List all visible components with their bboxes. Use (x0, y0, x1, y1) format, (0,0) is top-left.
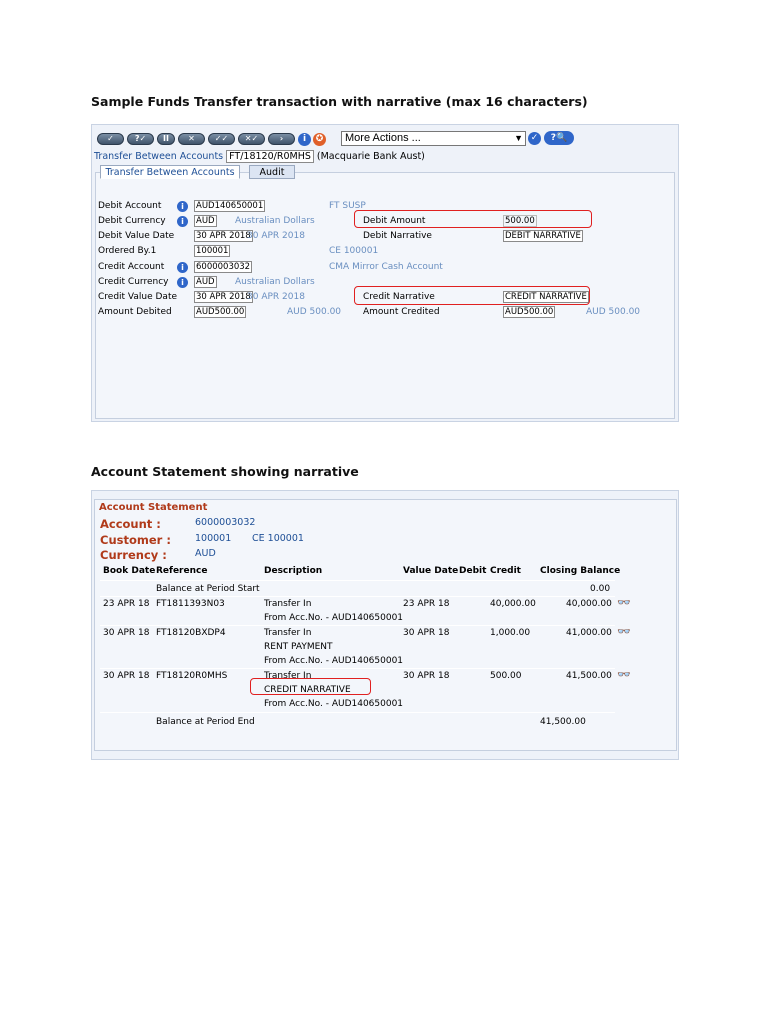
row3-value-date: 30 APR 18 (403, 671, 450, 681)
row2-value-date: 30 APR 18 (403, 628, 450, 638)
opening-balance-label: Balance at Period Start (156, 584, 260, 594)
customer-label: Customer : (100, 533, 171, 547)
row3-description: Transfer In (264, 671, 312, 681)
row1-value-date: 23 APR 18 (403, 599, 450, 609)
account-value: 6000003032 (195, 517, 256, 528)
transaction-title: Transfer Between Accounts (94, 151, 224, 162)
tab-transfer-between-accounts[interactable]: Transfer Between Accounts (100, 165, 240, 179)
help-button[interactable]: ?🔍 (544, 131, 574, 145)
credit-account-field[interactable]: 6000003032 (196, 262, 251, 272)
row1-balance: 40,000.00 (566, 599, 612, 609)
ordered-by-label: Ordered By.1 (98, 246, 157, 256)
credit-value-date-enrichment: 30 APR 2018 (247, 292, 305, 302)
binoculars-icon[interactable]: 👓 (617, 668, 631, 681)
row1-description: Transfer In (264, 599, 312, 609)
section-heading-statement: Account Statement showing narrative (91, 464, 359, 479)
customer-name: CE 100001 (252, 533, 304, 544)
more-actions-select[interactable] (341, 131, 526, 146)
debit-narrative-field[interactable]: DEBIT NARRATIVE (505, 231, 581, 241)
row2-book-date: 30 APR 18 (103, 628, 150, 638)
row3-credit: 500.00 (490, 671, 522, 681)
col-reference: Reference (156, 566, 208, 576)
amount-credited-enrichment: AUD 500.00 (586, 307, 641, 317)
validate-button[interactable]: ?✓ (127, 133, 154, 145)
row2-credit: 1,000.00 (490, 628, 531, 638)
credit-narrative-field[interactable]: CREDIT NARRATIVE (505, 292, 587, 302)
credit-value-date-field[interactable]: 30 APR 2018 (196, 292, 251, 302)
debit-amount-field[interactable]: 500.00 (505, 216, 535, 226)
commit-button[interactable]: ✓ (97, 133, 124, 145)
row-divider (100, 596, 615, 597)
delete-button[interactable]: ✕ (178, 133, 205, 145)
account-label: Account : (100, 517, 161, 531)
authorise-button[interactable]: ✓✓ (208, 133, 235, 145)
row3-balance: 41,500.00 (566, 671, 612, 681)
amount-debited-enrichment: AUD 500.00 (287, 307, 342, 317)
col-credit: Credit (490, 566, 521, 576)
bank-name: (Macquarie Bank Aust) (316, 151, 425, 162)
info-icon[interactable]: i (177, 216, 188, 227)
col-description: Description (264, 566, 323, 576)
transaction-screen (91, 124, 679, 422)
row2-balance: 41,000.00 (566, 628, 612, 638)
row1-credit: 40,000.00 (490, 599, 536, 609)
transaction-title-bar (94, 151, 425, 162)
lifebuoy-icon[interactable]: ✪ (313, 133, 326, 146)
amount-credited-field[interactable]: AUD500.00 (505, 307, 554, 317)
amount-debited-field[interactable]: AUD500.00 (196, 307, 245, 317)
section-heading-transaction: Sample Funds Transfer transaction with narrative (max 16 characters) (91, 94, 588, 109)
currency-label: Currency : (100, 548, 167, 562)
debit-value-date-label: Debit Value Date (98, 231, 175, 241)
row3-book-date: 30 APR 18 (103, 671, 150, 681)
more-actions-value: More Actions ... (345, 132, 421, 144)
credit-value-date-label: Credit Value Date (98, 292, 178, 302)
debit-value-date-enrichment: 30 APR 2018 (247, 231, 305, 241)
credit-currency-label: Credit Currency (98, 277, 169, 287)
tab-audit[interactable]: Audit (249, 165, 295, 179)
col-debit: Debit (459, 566, 487, 576)
highlight-credit-narrative-statement (250, 678, 371, 695)
toolbar (97, 132, 328, 146)
debit-currency-enrichment: Australian Dollars (235, 216, 315, 226)
credit-currency-enrichment: Australian Dollars (235, 277, 315, 287)
highlight-debit-amount (354, 210, 592, 228)
opening-balance-value: 0.00 (590, 584, 611, 594)
reverse-button[interactable]: ✕✓ (238, 133, 265, 145)
debit-currency-field[interactable]: AUD (196, 216, 215, 226)
row1-extra-1: From Acc.No. - AUD140650001 (264, 613, 404, 623)
row2-reference: FT18120BXDP4 (156, 628, 226, 638)
row1-reference: FT1811393N03 (156, 599, 225, 609)
row-divider (100, 625, 615, 626)
currency-value: AUD (195, 548, 216, 559)
statement-title: Account Statement (99, 502, 208, 513)
row-divider (100, 712, 615, 713)
info-icon[interactable]: i (177, 201, 188, 212)
col-closing-balance: Closing Balance (540, 566, 621, 576)
transaction-ref: FT/18120/R0MHS (226, 150, 314, 163)
customer-value: 100001 (195, 533, 232, 544)
credit-account-label: Credit Account (98, 262, 165, 272)
closing-balance-value: 41,500.00 (540, 717, 586, 727)
binoculars-icon[interactable]: 👓 (617, 625, 631, 638)
ordered-by-enrichment: CE 100001 (329, 246, 379, 256)
highlight-credit-narrative (354, 286, 590, 305)
row1-book-date: 23 APR 18 (103, 599, 150, 609)
row2-description: Transfer In (264, 628, 312, 638)
credit-currency-field[interactable]: AUD (196, 277, 215, 287)
copy-button[interactable]: › (268, 133, 295, 145)
amount-debited-label: Amount Debited (98, 307, 172, 317)
credit-narrative-label: Credit Narrative (363, 292, 435, 302)
row2-extra-1: RENT PAYMENT (264, 642, 333, 652)
row-divider (100, 668, 615, 669)
row2-extra-2: From Acc.No. - AUD140650001 (264, 656, 404, 666)
debit-account-label: Debit Account (98, 201, 162, 211)
col-value-date: Value Date (403, 566, 459, 576)
hold-button[interactable]: II (157, 133, 175, 145)
info-icon[interactable]: i (298, 133, 311, 146)
ordered-by-field[interactable]: 100001 (196, 246, 229, 256)
row3-extra-2: From Acc.No. - AUD140650001 (264, 699, 404, 709)
chevron-down-icon: ▼ (514, 133, 523, 143)
debit-account-field[interactable]: AUD140650001 (196, 201, 264, 211)
go-icon[interactable]: ✓ (528, 132, 541, 145)
debit-account-enrichment: FT SUSP (329, 201, 366, 211)
binoculars-icon[interactable]: 👓 (617, 596, 631, 609)
debit-amount-label: Debit Amount (363, 216, 426, 226)
row3-reference: FT18120R0MHS (156, 671, 228, 681)
closing-balance-label: Balance at Period End (156, 717, 255, 727)
info-icon[interactable]: i (177, 262, 188, 273)
debit-narrative-label: Debit Narrative (363, 231, 432, 241)
info-icon[interactable]: i (177, 277, 188, 288)
debit-currency-label: Debit Currency (98, 216, 166, 226)
debit-value-date-field[interactable]: 30 APR 2018 (196, 231, 251, 241)
row3-extra-1: CREDIT NARRATIVE (264, 685, 351, 695)
row-divider (100, 580, 615, 581)
col-book-date: Book Date (103, 566, 156, 576)
amount-credited-label: Amount Credited (363, 307, 440, 317)
credit-account-enrichment: CMA Mirror Cash Account (329, 262, 443, 272)
